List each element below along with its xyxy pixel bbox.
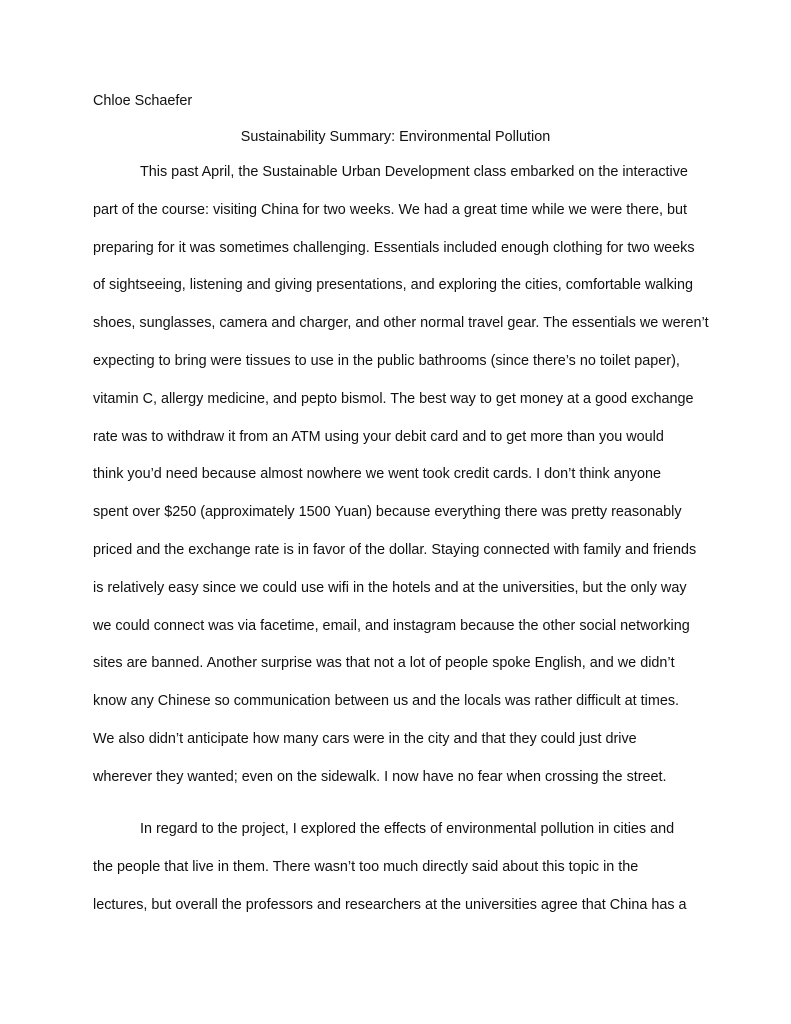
text-line: lectures, but overall the professors and researchers at the universities agree that China has a [93, 896, 687, 913]
text-line: preparing for it was sometimes challenging. Essentials included enough clothing for two weeks [93, 239, 695, 256]
text-line: is relatively easy since we could use wifi in the hotels and at the universities, but the only way [93, 579, 687, 596]
text-line: In regard to the project, I explored the effects of environmental pollution in cities and [140, 821, 675, 837]
text-line: we could connect was via facetime, email, and instagram because the other social networking [93, 617, 690, 634]
text-line: sites are banned. Another surprise was that not a lot of people spoke English, and we didn’t [93, 655, 675, 672]
text-line: know any Chinese so communication between us and the locals was rather difficult at times. [93, 693, 680, 710]
text-line: vitamin C, allergy medicine, and pepto bismol. The best way to get money at a good exchange [93, 390, 694, 407]
text-line: rate was to withdraw it from an ATM using your debit card and to get more than you would [93, 428, 664, 445]
document-title: Sustainability Summary: Environmental Pollution [240, 129, 551, 145]
text-line: We also didn’t anticipate how many cars were in the city and that they could just drive [93, 730, 637, 747]
paragraph-1 [93, 154, 709, 797]
author-name: Chloe Schaefer [93, 93, 193, 109]
paragraph-2 [93, 811, 703, 924]
text-line: of sightseeing, listening and giving presentations, and exploring the cities, comfortable walking [93, 277, 693, 294]
text-line: spent over $250 (approximately 1500 Yuan) because everything there was pretty reasonably [93, 504, 682, 521]
text-line: priced and the exchange rate is in favor of the dollar. Staying connected with family and friends [93, 541, 697, 558]
text-line: This past April, the Sustainable Urban Development class embarked on the interactive [140, 164, 688, 180]
text-line: part of the course: visiting China for two weeks. We had a great time while we were there, but [93, 201, 688, 218]
text-line: expecting to bring were tissues to use in the public bathrooms (since there’s no toilet paper), [93, 352, 680, 369]
text-line: shoes, sunglasses, camera and charger, and other normal travel gear. The essentials we weren’t [93, 315, 709, 332]
text-line: wherever they wanted; even on the sidewalk. I now have no fear when crossing the street. [93, 768, 667, 785]
text-line: think you’d need because almost nowhere we went took credit cards. I don’t think anyone [93, 466, 661, 483]
text-line: the people that live in them. There wasn’t too much directly said about this topic in the [93, 858, 639, 875]
